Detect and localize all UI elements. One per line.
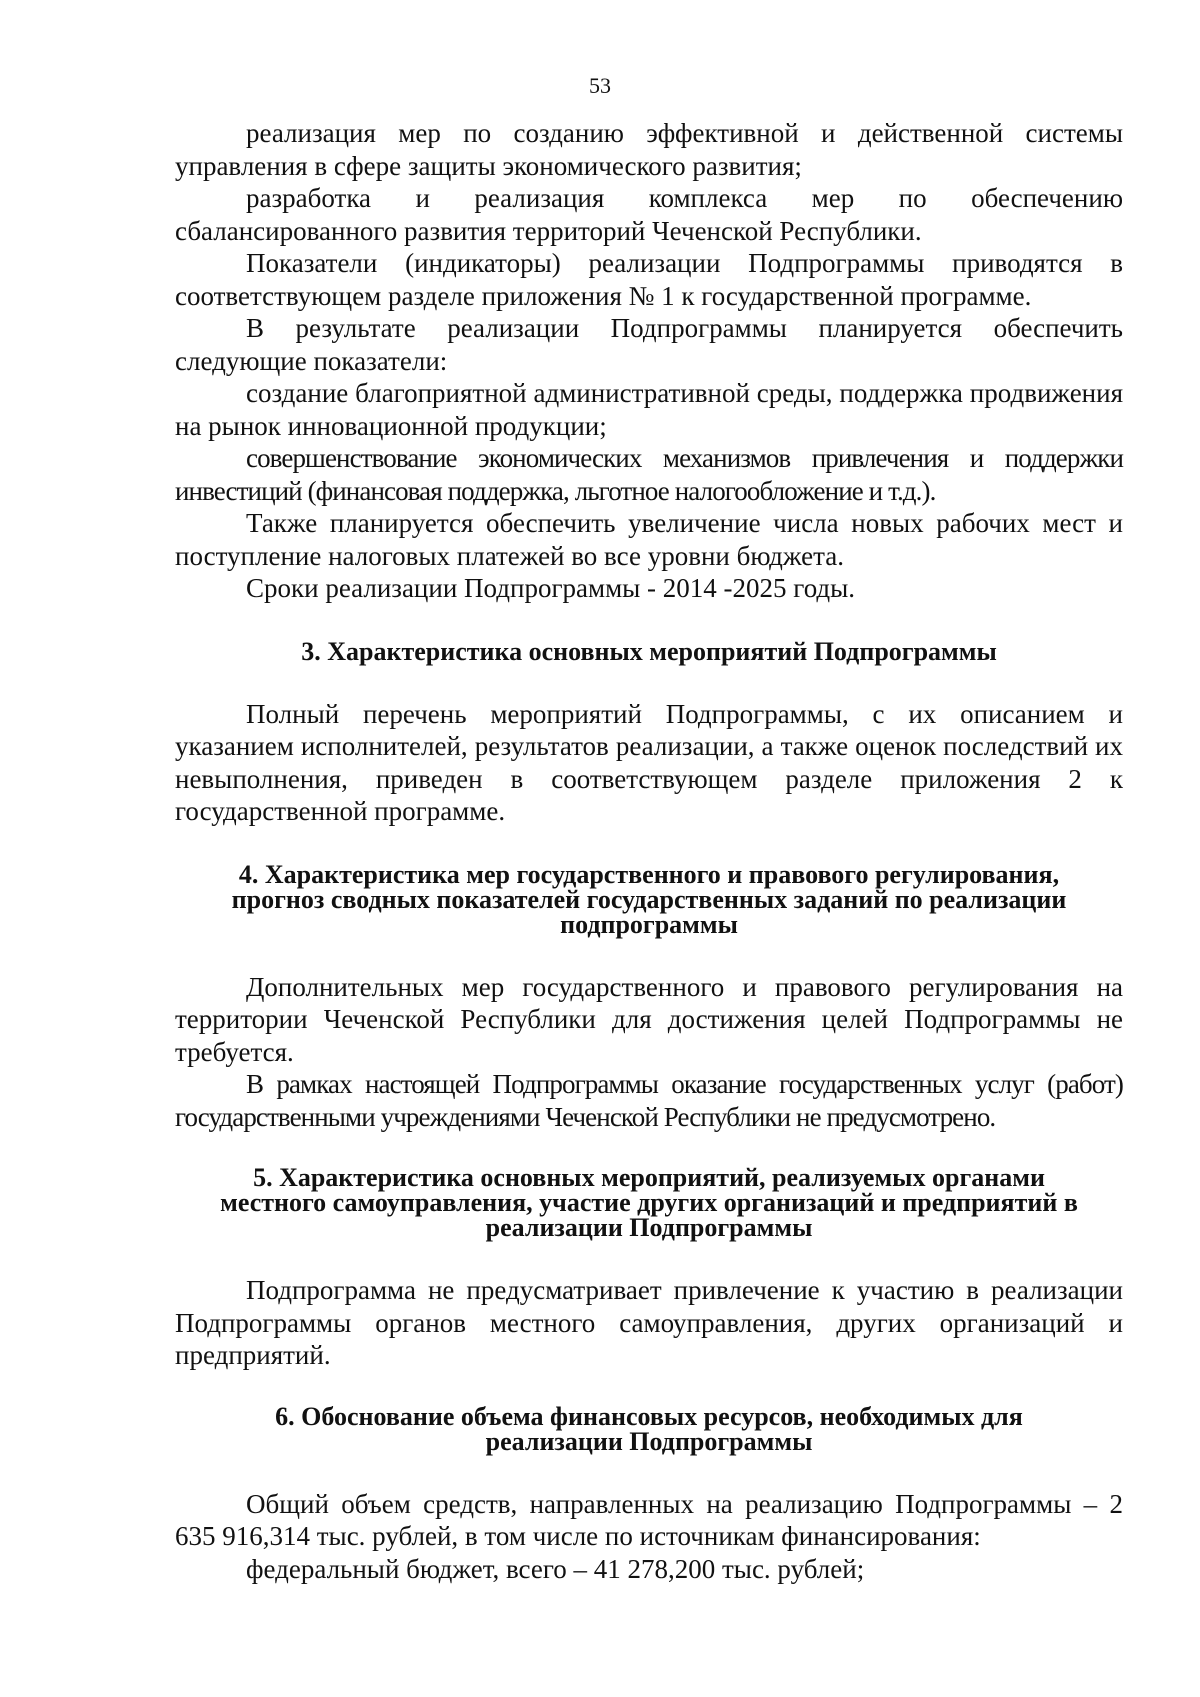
paragraph: Показатели (индикаторы) реализации Подпрограммы приводятся в соответствующем разделе приложения № 1 к государственной программе. [175,248,1123,311]
paragraph: совершенствование экономических механизмов привлечения и поддержки инвестиций (финансовая поддержка, льготное налогообложение и т.д.). [175,443,1123,506]
paragraph: федеральный бюджет, всего – 41 278,200 тыс. рублей; [246,1553,865,1584]
heading-line: 4. Характеристика мер государственного и правового регулирования, [238,859,1060,889]
paragraph: В рамках настоящей Подпрограммы оказание государственных услуг (работ) государственными учреждениями Чеченской Республики не предусмотрено. [175,1069,1123,1132]
page-number: 53 [589,73,611,98]
section-3-heading: 3. Характеристика основных мероприятий Подпрограммы [301,636,997,666]
heading-line: подпрограммы [560,909,738,939]
heading-line: 6. Обоснование объема финансовых ресурсов, необходимых для [275,1401,1023,1431]
section-6-heading [175,1401,1123,1456]
paragraph: Сроки реализации Подпрограммы - 2014 -2025 годы. [246,573,856,603]
paragraph: Также планируется обеспечить увеличение числа новых рабочих мест и поступление налоговых платежей во все уровни бюджета. [175,508,1123,571]
heading-line: реализации Подпрограммы [485,1426,813,1456]
heading-line: реализации Подпрограммы [485,1213,813,1242]
paragraph: реализация мер по созданию эффективной и действенной системы управления в сфере защиты экономического развития; [175,118,1123,181]
section-5-heading [175,1165,1123,1240]
paragraph: В результате реализации Подпрограммы планируется обеспечить следующие показатели: [175,313,1123,376]
section-4-heading [175,859,1123,939]
heading-line: 5. Характеристика основных мероприятий, реализуемых органами [253,1163,1045,1192]
heading-line: местного самоуправления, участие других организаций и предприятий в [220,1188,1078,1217]
paragraph: создание благоприятной административной среды, поддержка продвижения на рынок инновационной продукции; [175,378,1123,441]
paragraph: Подпрограмма не предусматривает привлечение к участию в реализации Подпрограммы органов местного самоуправления, других организаций и предприятий. [175,1275,1123,1370]
document-body [175,117,1123,1585]
paragraph: разработка и реализация комплекса мер по обеспечению сбалансированного развития территорий Чеченской Республики. [175,183,1123,246]
paragraph: Полный перечень мероприятий Подпрограммы, с их описанием и указанием исполнителей, результатов реализации, а также оценок последствий их невыполнения, приведен в соответствующем разделе приложения 2 к государственной программе. [175,698,1123,826]
paragraph: Общий объем средств, направленных на реализацию Подпрограммы – 2 635 916,314 тыс. рублей, в том числе по источникам финансирования: [175,1488,1123,1551]
heading-line: прогноз сводных показателей государственных заданий по реализации [231,884,1067,914]
paragraph: Дополнительных мер государственного и правового регулирования на территории Чеченской Республики для достижения целей Подпрограммы не требуется. [175,971,1123,1067]
